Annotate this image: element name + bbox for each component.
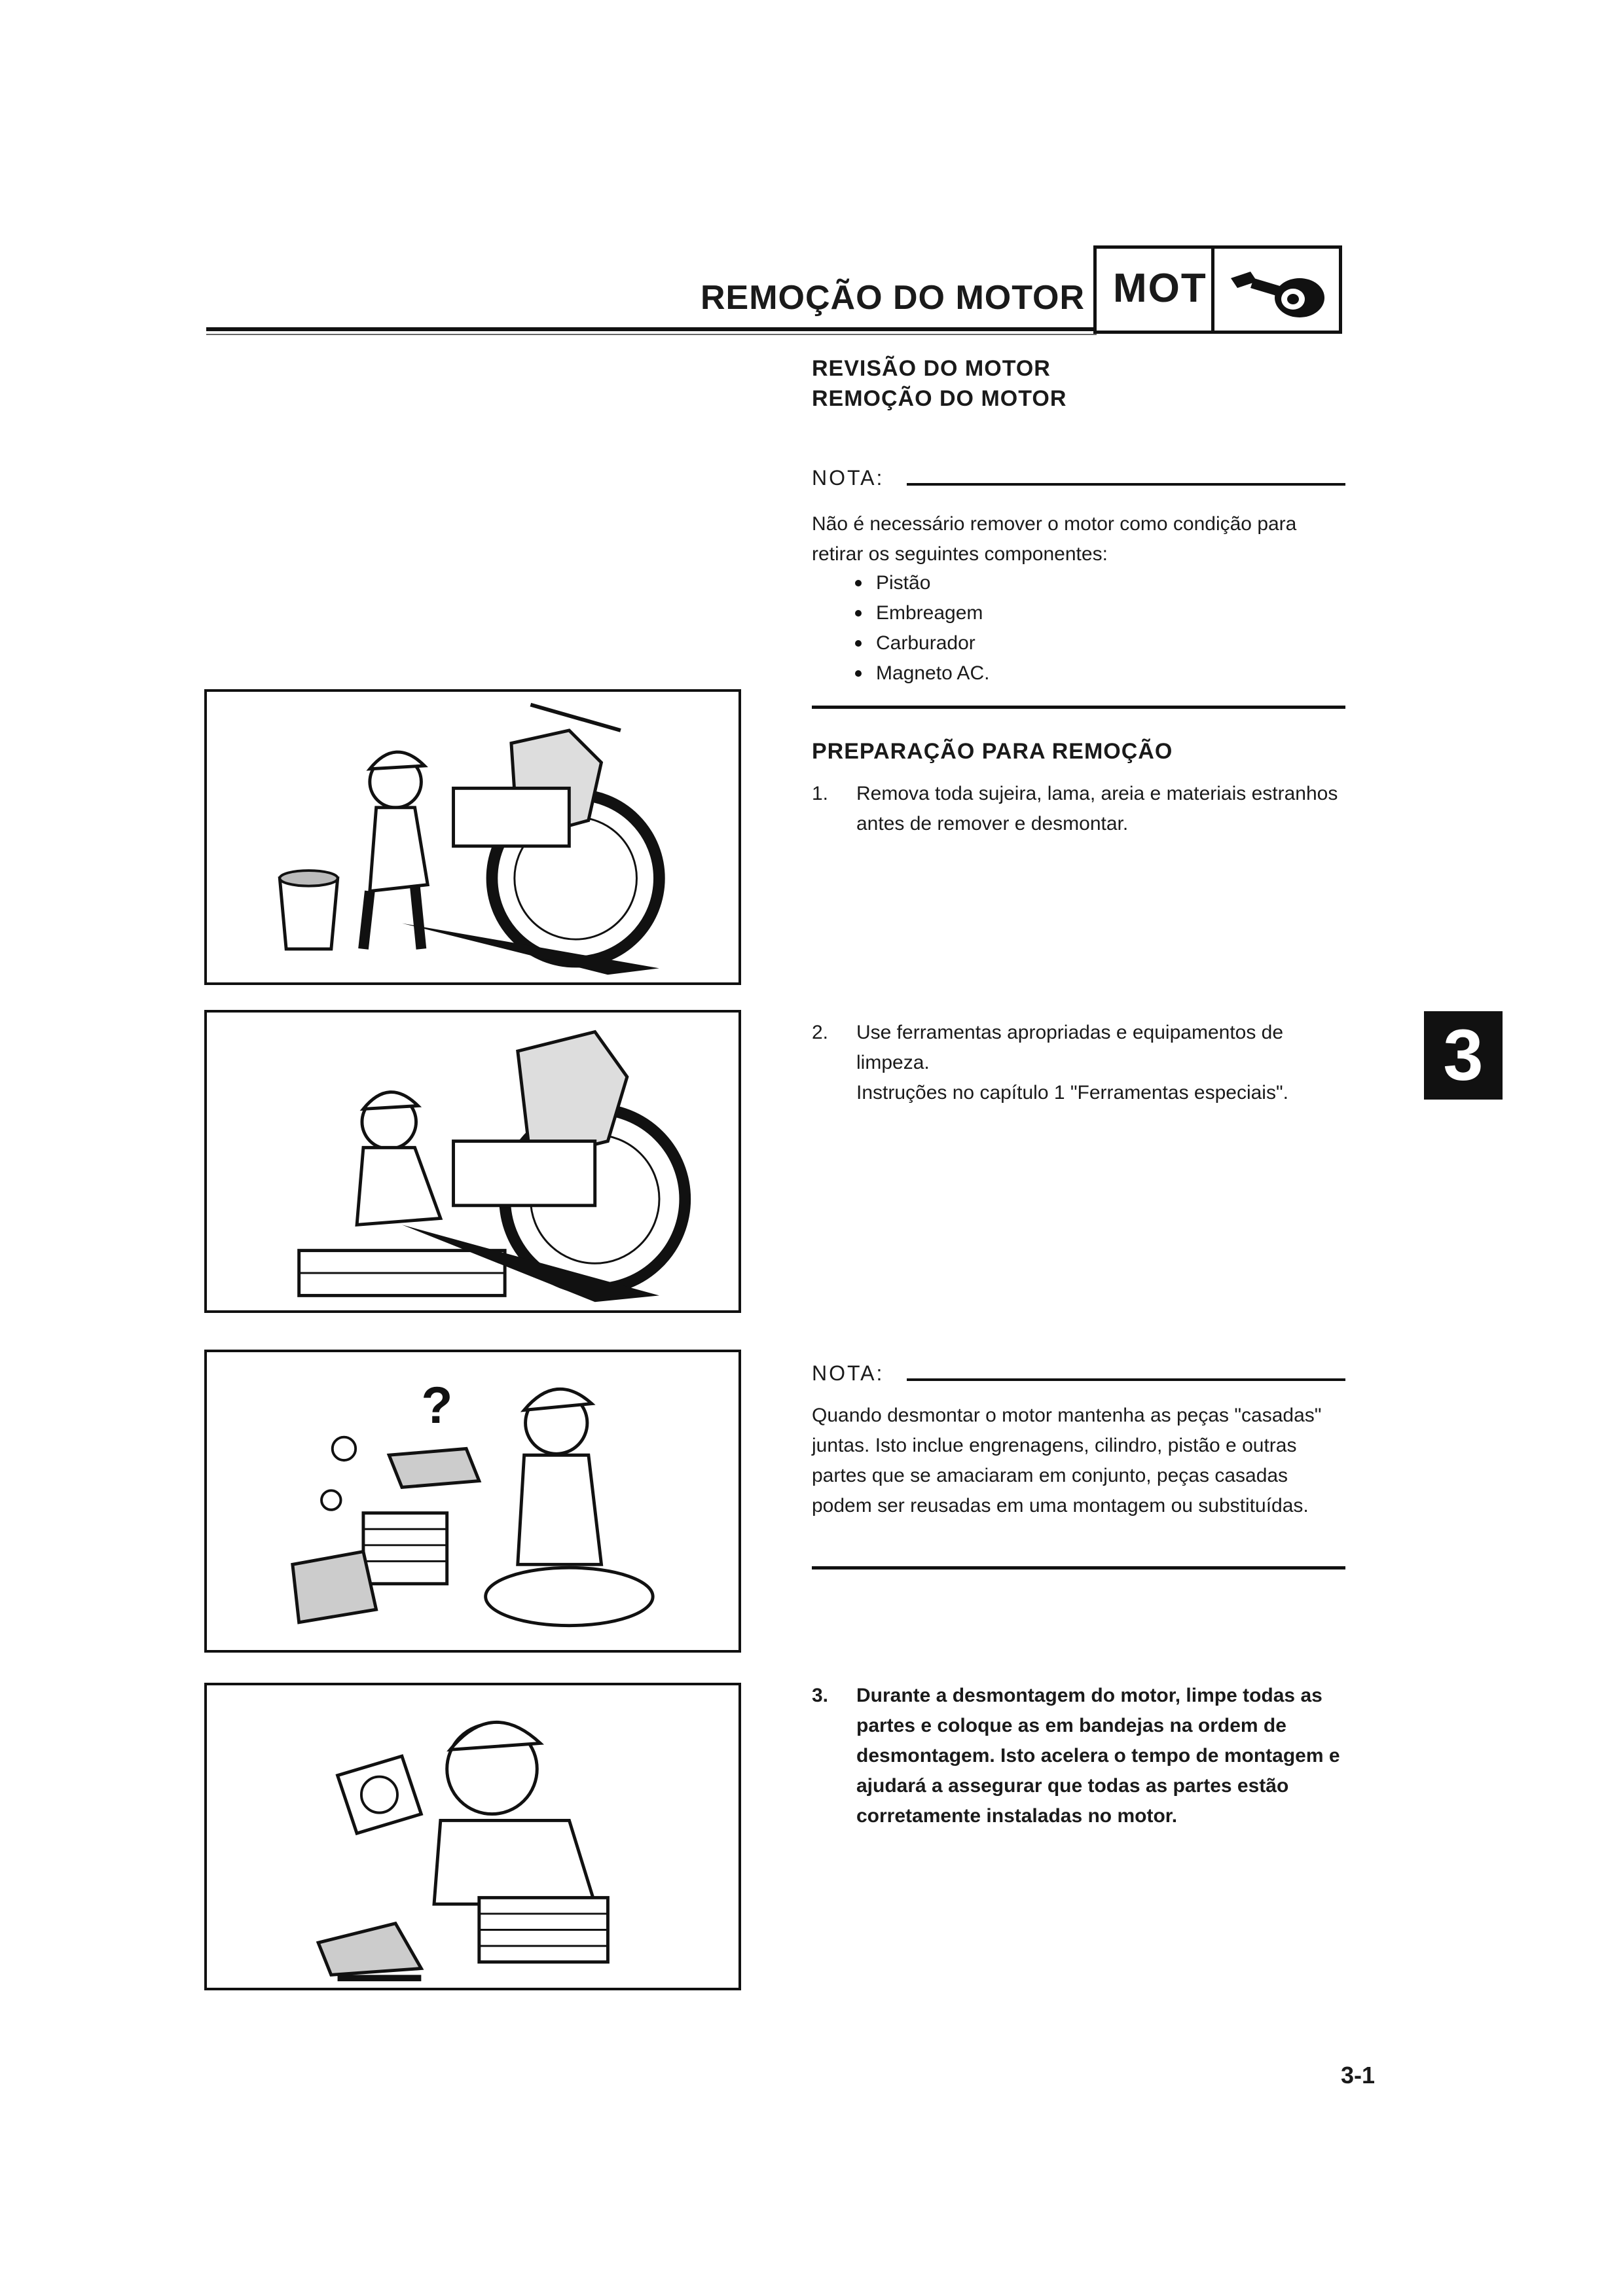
step-1 — [812, 779, 1349, 839]
note-end-rule — [812, 1566, 1345, 1570]
section-heading-revisao: REVISÃO DO MOTOR — [812, 356, 1051, 381]
note-rule — [907, 1378, 1345, 1381]
step-number: 2. — [812, 1022, 829, 1043]
step-subtext: Instruções no capítulo 1 "Ferramentas especiais". — [856, 1082, 1288, 1103]
mechanic-inspecting-gasket-illustration — [204, 1683, 741, 1990]
step-3 — [812, 1681, 1349, 1831]
header-rule — [206, 327, 1097, 331]
note-end-rule — [812, 706, 1345, 709]
list-item: Magneto AC. — [851, 658, 1244, 689]
note-text: Quando desmontar o motor mantenha as peças "casadas" juntas. Isto inclue engrenagens, cilindro, pistão e outras partes que se amaciaram em conjunto, peças casadas podem ser reusadas em uma montagem ou substituídas. — [812, 1405, 1322, 1516]
section-heading-remocao: REMOÇÃO DO MOTOR — [812, 386, 1067, 411]
component-list — [851, 568, 1244, 689]
engine-icon — [1224, 259, 1332, 324]
page-title: REMOÇÃO DO MOTOR — [701, 279, 1085, 317]
list-item: Carburador — [851, 628, 1244, 658]
step-text: Use ferramentas apropriadas e equipamentos de limpeza. — [856, 1022, 1284, 1073]
list-item: Pistão — [851, 568, 1244, 598]
badge-divider — [1211, 249, 1214, 331]
washing-motorcycle-illustration — [204, 689, 741, 985]
step-text: Durante a desmontagem do motor, limpe todas as partes e coloque as em bandejas na ordem de desmontagem. Isto acelera o tempo de montagem e ajudará a assegurar que todas as partes estão corretamente instaladas no motor. — [856, 1685, 1340, 1827]
step-number: 1. — [812, 783, 829, 804]
step-number: 3. — [812, 1685, 829, 1706]
note-label: NOTA: — [812, 466, 884, 490]
note-text: Não é necessário remover o motor como condição para retirar os seguintes componentes: — [812, 513, 1297, 565]
svg-text:?: ? — [421, 1376, 453, 1435]
step-text: Remova toda sujeira, lama, areia e materiais estranhos antes de remover e desmontar. — [856, 783, 1338, 834]
prep-heading: PREPARAÇÃO PARA REMOÇÃO — [812, 739, 1173, 764]
section-badge-label: MOT — [1113, 266, 1207, 311]
header-rule-thin — [206, 334, 1097, 335]
list-item: Embreagem — [851, 598, 1244, 628]
page-number: 3-1 — [1341, 2062, 1376, 2089]
note-rule — [907, 483, 1345, 486]
step-2 — [812, 1018, 1349, 1108]
note-label: NOTA: — [812, 1361, 884, 1385]
tools-cleaning-illustration — [204, 1010, 741, 1313]
chapter-tab: 3 — [1424, 1011, 1503, 1100]
confused-mechanic-parts-illustration — [204, 1350, 741, 1653]
